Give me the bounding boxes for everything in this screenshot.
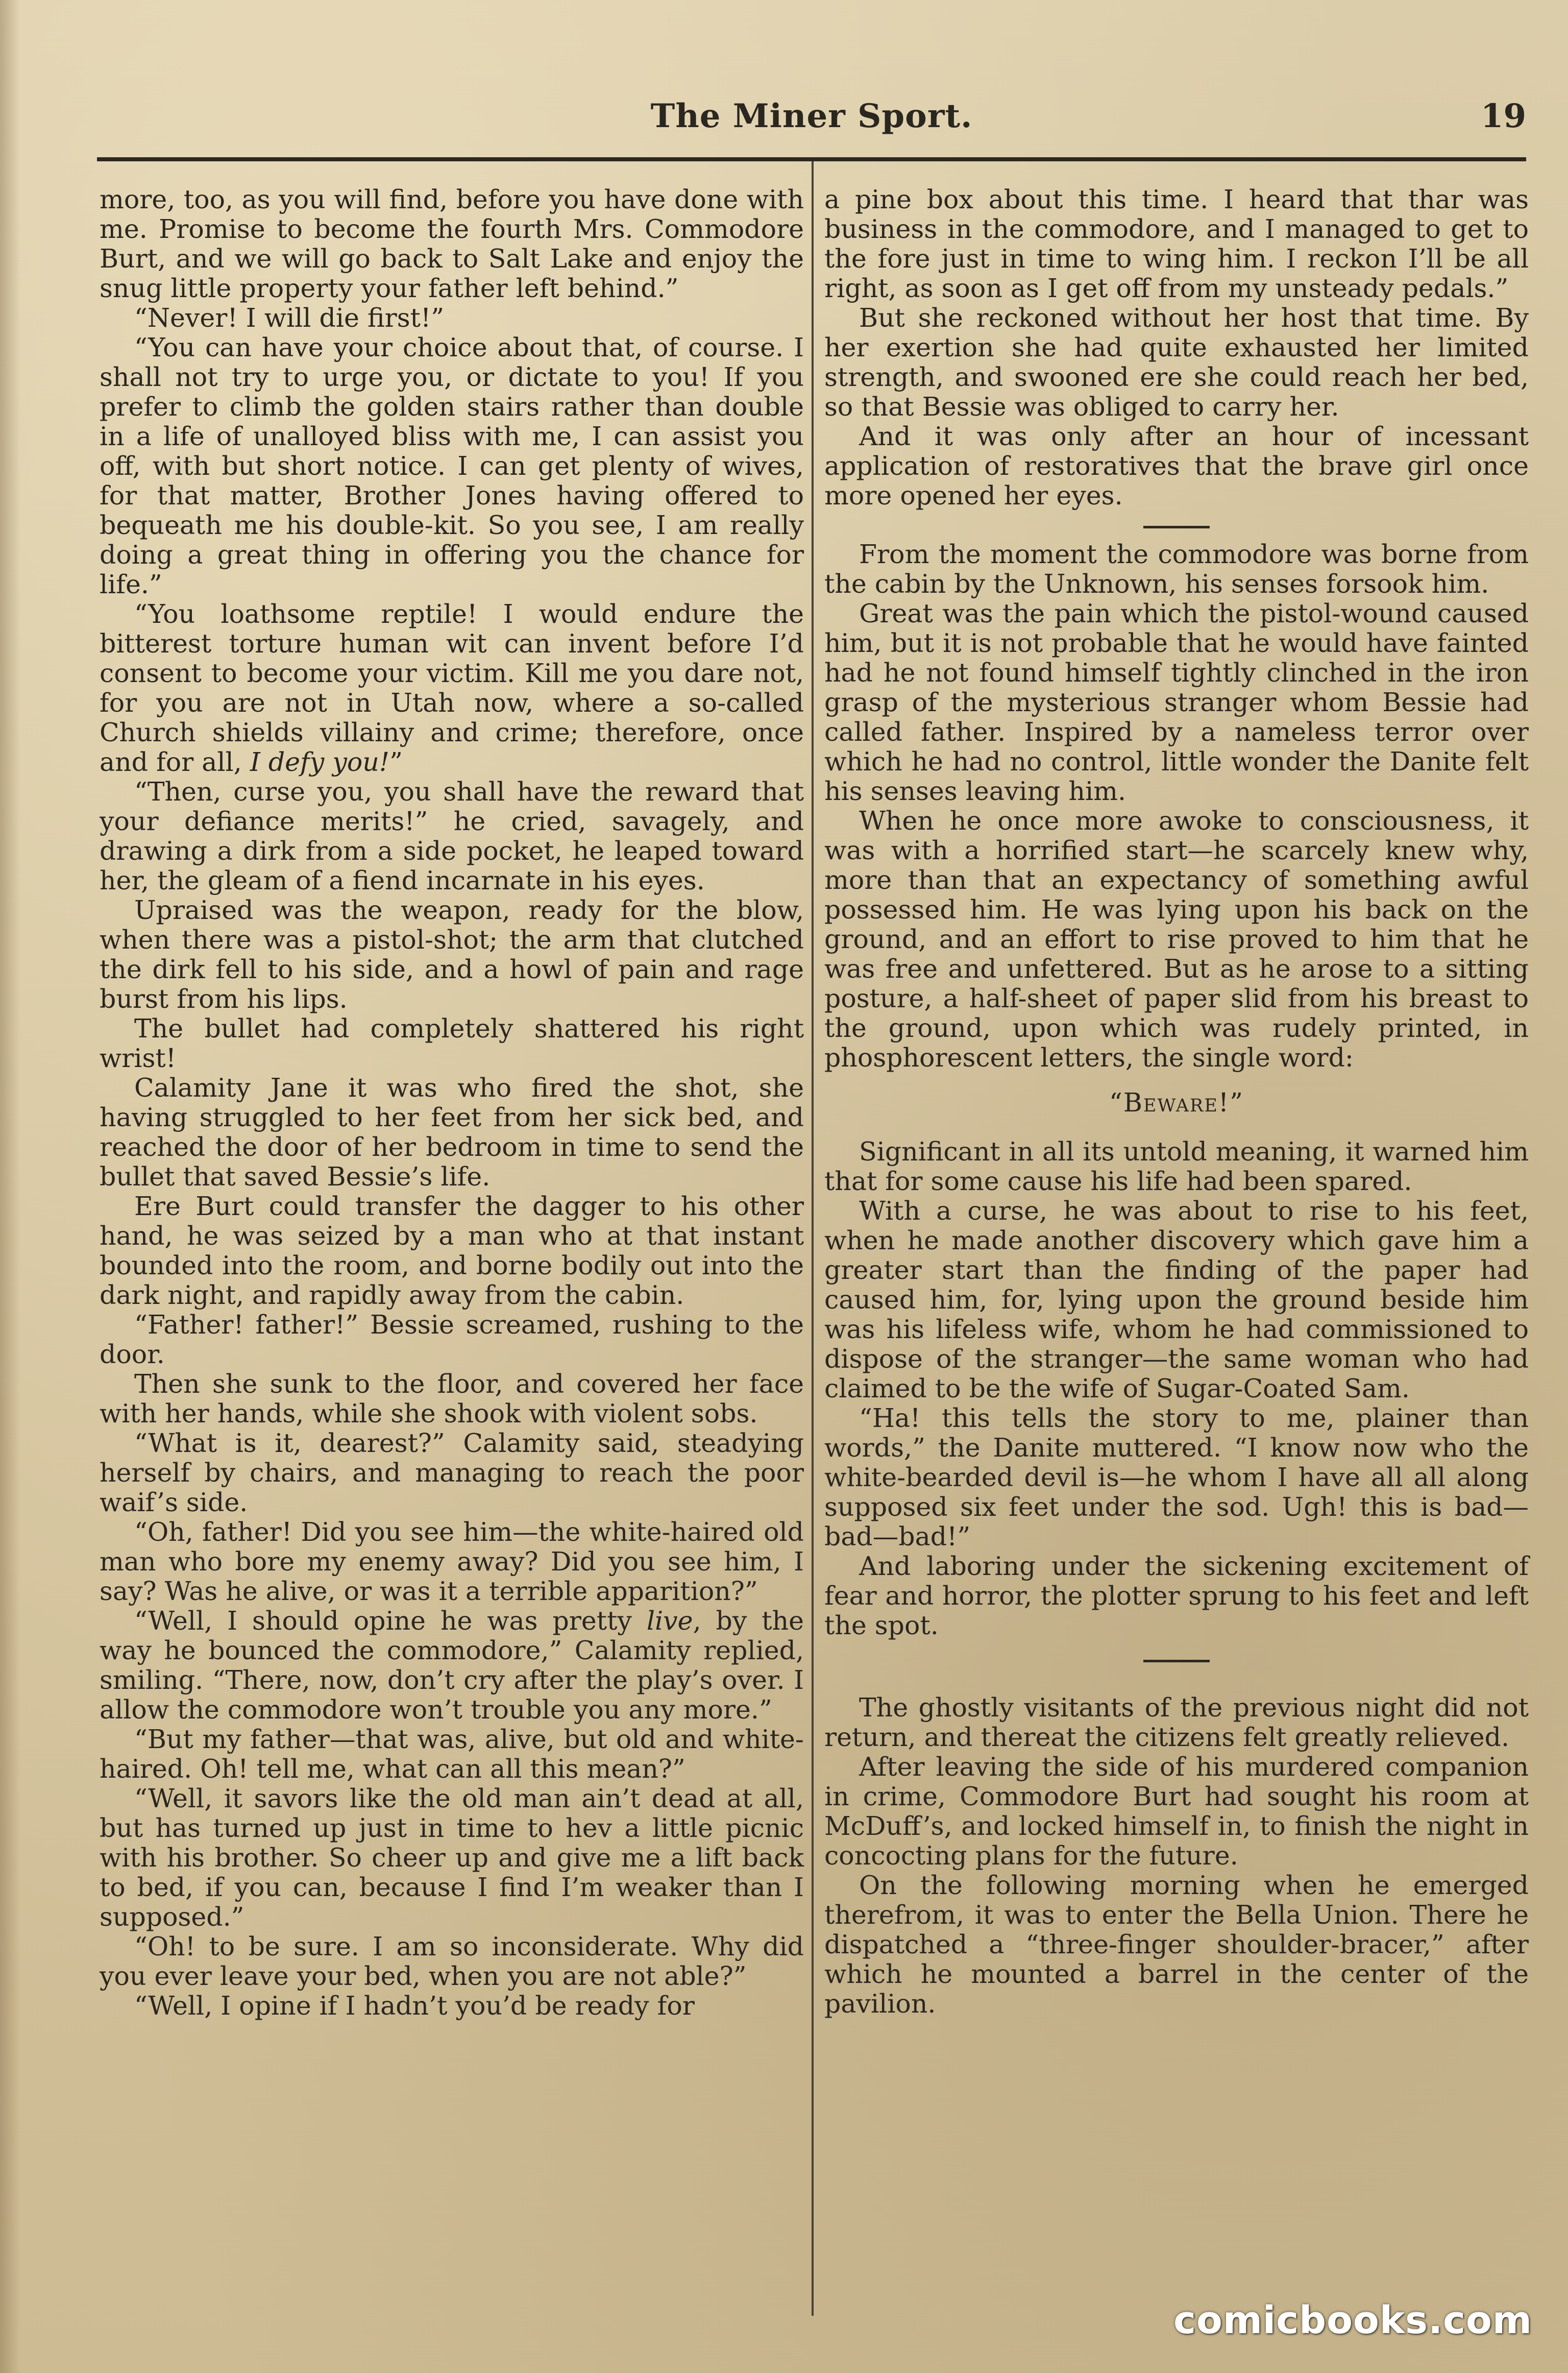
paragraph: “Ha! this tells the story to me, plainer than words,” the Danite muttered. “I know now who the white-bearded devil is—he whom I have all all along supposed six feet under the sod. Ugh! this is bad—bad—bad!” <box>824 1403 1529 1552</box>
paragraph: When he once more awoke to consciousness, it was with a horrified start—he scarcely knew why, more than that an expectancy of something awful possessed him. He was lying upon his back on the ground, and an effort to rise proved to him that he was free and unfettered. But as he arose to a sitting posture, a half-sheet of paper slid from his breast to the ground, upon which was rudely printed, in phosphorescent letters, the single word: <box>824 806 1529 1073</box>
italic-text: live <box>646 1606 693 1636</box>
site-watermark: comicbooks.com <box>1173 2298 1532 2342</box>
paragraph <box>100 1606 804 1725</box>
page-header <box>97 97 1526 143</box>
column-divider <box>812 161 814 2316</box>
paragraph-text: , by the way he bounced the commodore,” Calamity replied, smiling. “There, now, don’t cry after the play’s over. I allow the commodore won’t trouble you any more.” <box>100 1606 804 1725</box>
paragraph: “What is it, dearest?” Calamity said, steadying herself by chairs, and managing to reach the poor waif’s side. <box>100 1428 804 1517</box>
paragraph: “But my father—that was, alive, but old and white-haired. Oh! tell me, what can all this mean?” <box>100 1724 804 1784</box>
section-divider <box>1143 526 1210 528</box>
paragraph: a pine box about this time. I heard that thar was business in the commodore, and I managed to get to the fore just in time to wing him. I reckon I’ll be all right, as soon as I get off from my unsteady pedals.” <box>824 184 1529 303</box>
paragraph: Upraised was the weapon, ready for the blow, when there was a pistol-shot; the arm that clutched the dirk fell to his side, and a howl of pain and rage burst from his lips. <box>100 895 804 1014</box>
paragraph-text: ” <box>389 747 403 777</box>
paragraph: “Oh, father! Did you see him—the white-haired old man who bore my enemy away? Did you see him, I say? Was he alive, or was it a terrible apparition?” <box>100 1517 804 1606</box>
paragraph: But she reckoned without her host that time. By her exertion she had quite exhausted her limited strength, and swooned ere she could reach her bed, so that Bessie was obliged to carry her. <box>824 303 1529 422</box>
paragraph: “Father! father!” Bessie screamed, rushing to the door. <box>100 1310 804 1369</box>
paragraph: “You can have your choice about that, of course. I shall not try to urge you, or dictate to you! If you prefer to climb the golden stairs rather than double in a life of unalloyed bliss with me, I can assist you off, with but short notice. I can get plenty of wives, for that matter, Brother Jones having offered to bequeath me his double-kit. So you see, I am really doing a great thing in offering you the chance for life.” <box>100 332 804 599</box>
paragraph: “Well, it savors like the old man ain’t dead at all, but has turned up just in time to hev a little picnic with his brother. So cheer up and give me a lift back to bed, if you can, because I find I’m weaker than I supposed.” <box>100 1783 804 1932</box>
paragraph: “Never! I will die first!” <box>134 303 445 333</box>
paragraph: Then she sunk to the floor, and covered her face with her hands, while she shook with violent sobs. <box>100 1369 804 1428</box>
paragraph: “Then, curse you, you shall have the reward that your defiance merits!” he cried, savagely, and drawing a dirk from a side pocket, he leaped toward her, the gleam of a fiend incarnate in his eyes. <box>100 777 804 895</box>
paragraph: Great was the pain which the pistol-wound caused him, but it is not probable that he would have fainted had he not found himself tightly clinched in the iron grasp of the mysterious stranger whom Bessie had called father. Inspired by a nameless terror over which he had no control, little wonder the Danite felt his senses leaving him. <box>824 598 1529 806</box>
paragraph-text: “Well, I should opine he was pretty <box>134 1606 647 1636</box>
left-column <box>100 185 804 2021</box>
paragraph: Calamity Jane it was who fired the shot, she having struggled to her feet from her sick bed, and reached the door of her bedroom in time to send the bullet that saved Bessie’s life. <box>100 1073 804 1192</box>
paragraph <box>100 599 804 777</box>
paragraph: more, too, as you will find, before you have done with me. Promise to become the fourth Mrs. Commodore Burt, and we will go back to Salt Lake and enjoy the snug little property your father left behind.” <box>100 184 804 303</box>
paragraph: From the moment the commodore was borne from the cabin by the Unknown, his senses forsook him. <box>824 539 1529 599</box>
paragraph: After leaving the side of his murdered companion in crime, Commodore Burt had sought his room at McDuff’s, and locked himself in, to finish the night in concocting plans for the future. <box>824 1752 1529 1871</box>
paragraph: And laboring under the sickening excitement of fear and horror, the plotter sprung to his feet and left the spot. <box>824 1551 1529 1640</box>
paragraph: With a curse, he was about to rise to his feet, when he made another discovery which gave him a greater start than the finding of the paper had caused him, for, lying upon the ground beside him was his lifeless wife, whom he had commissioned to dispose of the stranger—the same woman who had claimed to be the wife of Sugar-Coated Sam. <box>824 1196 1529 1403</box>
header-rule <box>97 157 1526 161</box>
paragraph: “Oh! to be sure. I am so inconsiderate. Why did you ever leave your bed, when you are not able?” <box>100 1931 804 1991</box>
paragraph: Ere Burt could transfer the dagger to his other hand, he was seized by a man who at that instant bounded into the room, and borne bodily out into the dark night, and rapidly away from the cabin. <box>100 1191 804 1310</box>
paragraph: And it was only after an hour of incessant application of restoratives that the brave girl once more opened her eyes. <box>824 421 1529 511</box>
paragraph-text: “You loathsome reptile! I would endure the bitterest torture human wit can invent before I’d consent to become your victim. Kill me you dare not, for you are not in Utah now, where a so-called Church shields villainy and crime; therefore, once and for all, <box>100 599 804 777</box>
paragraph: Significant in all its untold meaning, it warned him that for some cause his life had been spared. <box>824 1136 1529 1196</box>
section-divider <box>1143 1660 1210 1662</box>
paragraph: The bullet had completely shattered his right wrist! <box>100 1013 804 1073</box>
paragraph: On the following morning when he emerged therefrom, it was to enter the Bella Union. There he dispatched a “three-finger shoulder-bracer,” after which he mounted a barrel in the center of the pavilion. <box>824 1870 1529 2019</box>
paragraph: “Well, I opine if I hadn’t you’d be ready for <box>134 1991 695 2021</box>
paper-edge-shadow <box>0 0 20 2373</box>
paragraph: The ghostly visitants of the previous night did not return, and thereat the citizens felt greatly relieved. <box>824 1692 1529 1752</box>
right-column <box>824 185 1529 2019</box>
beware-heading: “Beware!” <box>1109 1087 1244 1118</box>
running-title: The Miner Sport. <box>650 97 973 135</box>
italic-text: I defy you! <box>250 747 390 777</box>
page-number: 19 <box>1480 97 1526 135</box>
